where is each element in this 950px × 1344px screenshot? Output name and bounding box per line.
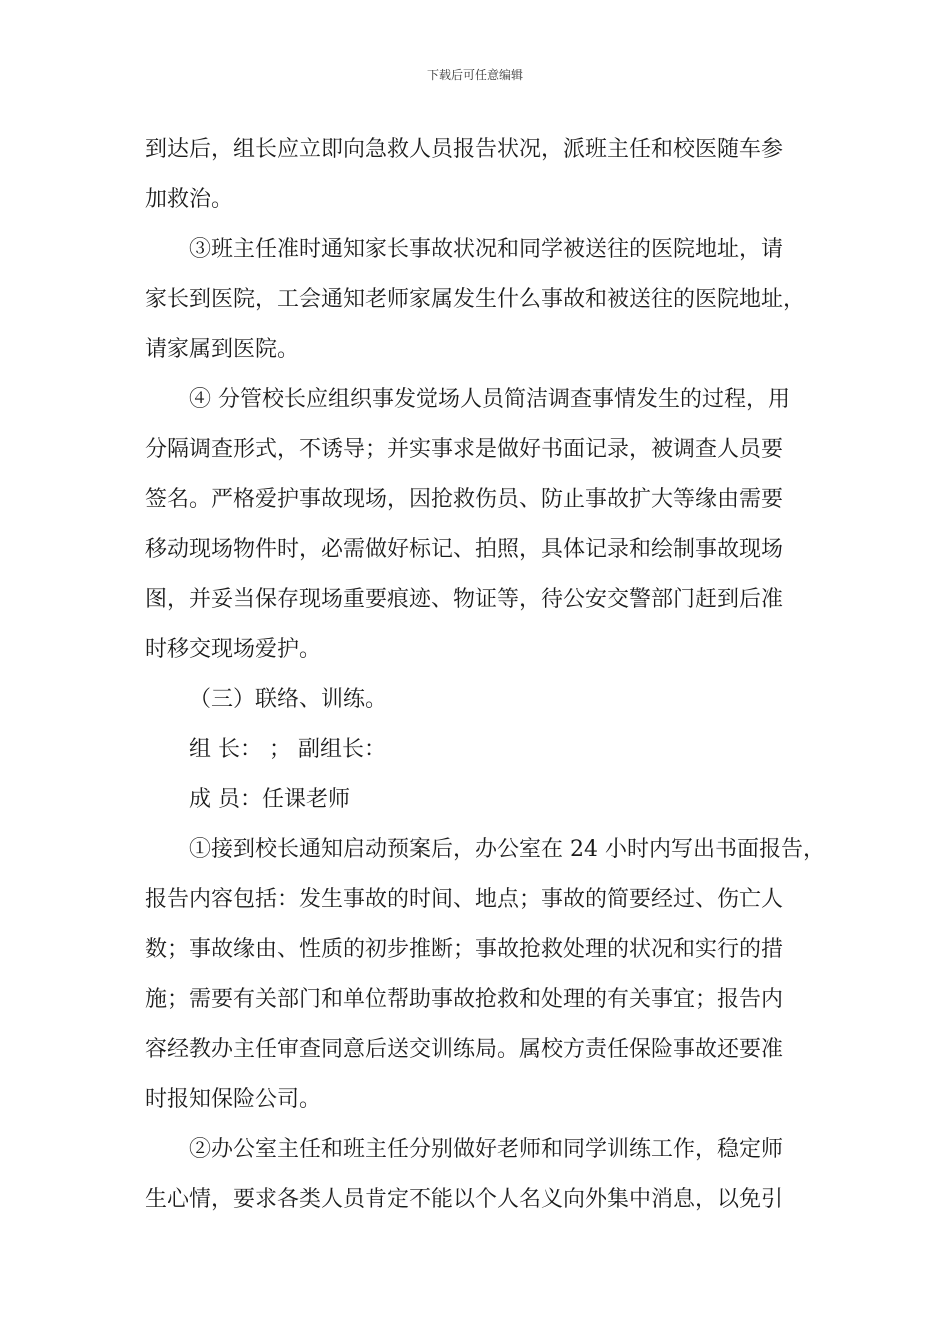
page-header: 下载后可任意编辑 [426, 68, 523, 82]
text-line: 分隔调查形式，不诱导；并实事求是做好书面记录，被调查人员要 [145, 437, 784, 462]
text-line: ④ 分管校长应组织事发觉场人员简洁调查事情发生的过程，用 [189, 387, 790, 412]
section-heading: （三）联络、训练。 [189, 687, 388, 712]
text-line: 容经教办主任审查同意后送交训练局。属校方责任保险事故还要准 [145, 1037, 784, 1062]
text-line: ③班主任准时通知家长事故状况和同学被送往的医院地址，请 [189, 237, 784, 262]
text-line: 请家属到医院。 [145, 337, 300, 362]
text-line: 签名。严格爱护事故现场，因抢救伤员、防止事故扩大等缘由需要 [145, 487, 784, 512]
text-line: 时报知保险公司。 [145, 1087, 322, 1112]
group-members-line: 成 员：任课老师 [189, 787, 350, 812]
text-line: 加救治。 [145, 187, 234, 212]
text-line: ②办公室主任和班主任分别做好老师和同学训练工作，稳定师 [189, 1137, 784, 1162]
text-line: 图，并妥当保存现场重要痕迹、物证等，待公安交警部门赶到后准 [145, 587, 784, 612]
text-line: 家长到医院，工会通知老师家属发生什么事故和被送往的医院地址， [145, 287, 806, 312]
text-line: ①接到校长通知启动预案后，办公室在 24 小时内写出书面报告， [189, 837, 825, 862]
text-line: 移动现场物件时，必需做好标记、拍照，具体记录和绘制事故现场 [145, 537, 784, 562]
text-line: 时移交现场爱护。 [145, 637, 322, 662]
text-line: 到达后，组长应立即向急救人员报告状况，派班主任和校医随车参 [145, 137, 784, 162]
text-line: 施；需要有关部门和单位帮助事故抢救和处理的有关事宜；报告内 [145, 987, 784, 1012]
text-line: 报告内容包括：发生事故的时间、地点；事故的简要经过、伤亡人 [145, 887, 784, 912]
text-line: 数；事故缘由、性质的初步推断；事故抢救处理的状况和实行的措 [145, 937, 784, 962]
text-line: 生心情，要求各类人员肯定不能以个人名义向外集中消息，以免引 [145, 1187, 784, 1212]
group-leader-line: 组 长： ； 副组长： [189, 737, 386, 762]
